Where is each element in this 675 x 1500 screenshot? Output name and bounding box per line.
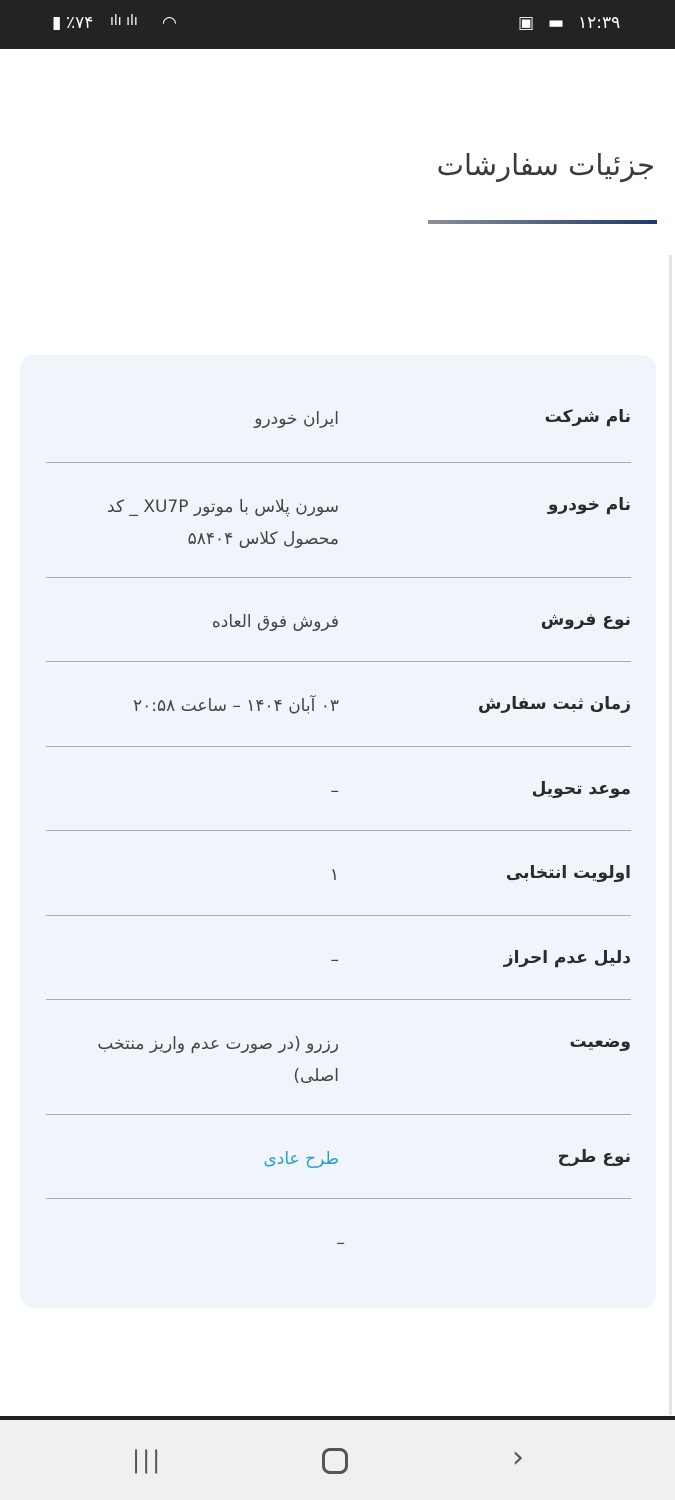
home-button[interactable] [322, 1448, 348, 1474]
value: – [336, 1233, 345, 1253]
scrollbar[interactable] [669, 255, 672, 1415]
label: نام خودرو [547, 495, 631, 515]
recent-apps-button[interactable]: ||| [132, 1446, 163, 1474]
value: سورن پلاس با موتور XU7P _ کد محصول کلاس ۵۸۴۰۴ [107, 497, 339, 549]
value: رزرو (در صورت عدم واریز منتخب اصلی) [97, 1034, 339, 1086]
wifi-icon: ◠ [162, 13, 177, 33]
plan-type-link[interactable]: طرح عادی [263, 1149, 339, 1169]
label: دلیل عدم احراز [503, 948, 631, 968]
message-icon: ▬ [548, 13, 565, 33]
detail-row-car [46, 463, 631, 578]
back-button[interactable]: › [512, 1440, 524, 1475]
image-icon: ▣ [518, 13, 535, 33]
value: ۱ [329, 865, 339, 885]
value: – [330, 950, 339, 970]
detail-row-sale-type [46, 578, 631, 662]
detail-row-priority [46, 831, 631, 916]
signal-icon: ılı ılı [110, 13, 138, 29]
title-underline [428, 220, 657, 224]
battery-level: ٪۷۴ [66, 13, 94, 33]
detail-row-company [46, 355, 631, 463]
value: – [330, 781, 339, 801]
label: اولویت انتخابی [505, 863, 631, 883]
detail-row-extra [46, 1199, 631, 1283]
label: نوع طرح [557, 1147, 631, 1167]
detail-row-status [46, 1000, 631, 1115]
label: نام شرکت [544, 407, 631, 427]
battery-icon: ▮ [52, 13, 62, 33]
order-details-card [20, 355, 656, 1308]
label: زمان ثبت سفارش [478, 694, 631, 714]
status-bar [0, 0, 675, 49]
page-title: جزئیات سفارشات [436, 148, 655, 182]
clock: ۱۲:۳۹ [578, 13, 621, 33]
detail-row-delivery [46, 747, 631, 831]
value: فروش فوق العاده [211, 612, 339, 632]
detail-row-rejection-reason [46, 916, 631, 1000]
detail-row-order-time [46, 662, 631, 747]
label: موعد تحویل [531, 779, 631, 799]
navigation-bar [0, 1416, 675, 1500]
value: ایران خودرو [254, 409, 339, 429]
label: نوع فروش [540, 610, 631, 630]
label: وضعیت [569, 1032, 631, 1052]
value: ۰۳ آبان ۱۴۰۴ – ساعت ۲۰:۵۸ [133, 696, 339, 716]
detail-row-plan-type [46, 1115, 631, 1199]
